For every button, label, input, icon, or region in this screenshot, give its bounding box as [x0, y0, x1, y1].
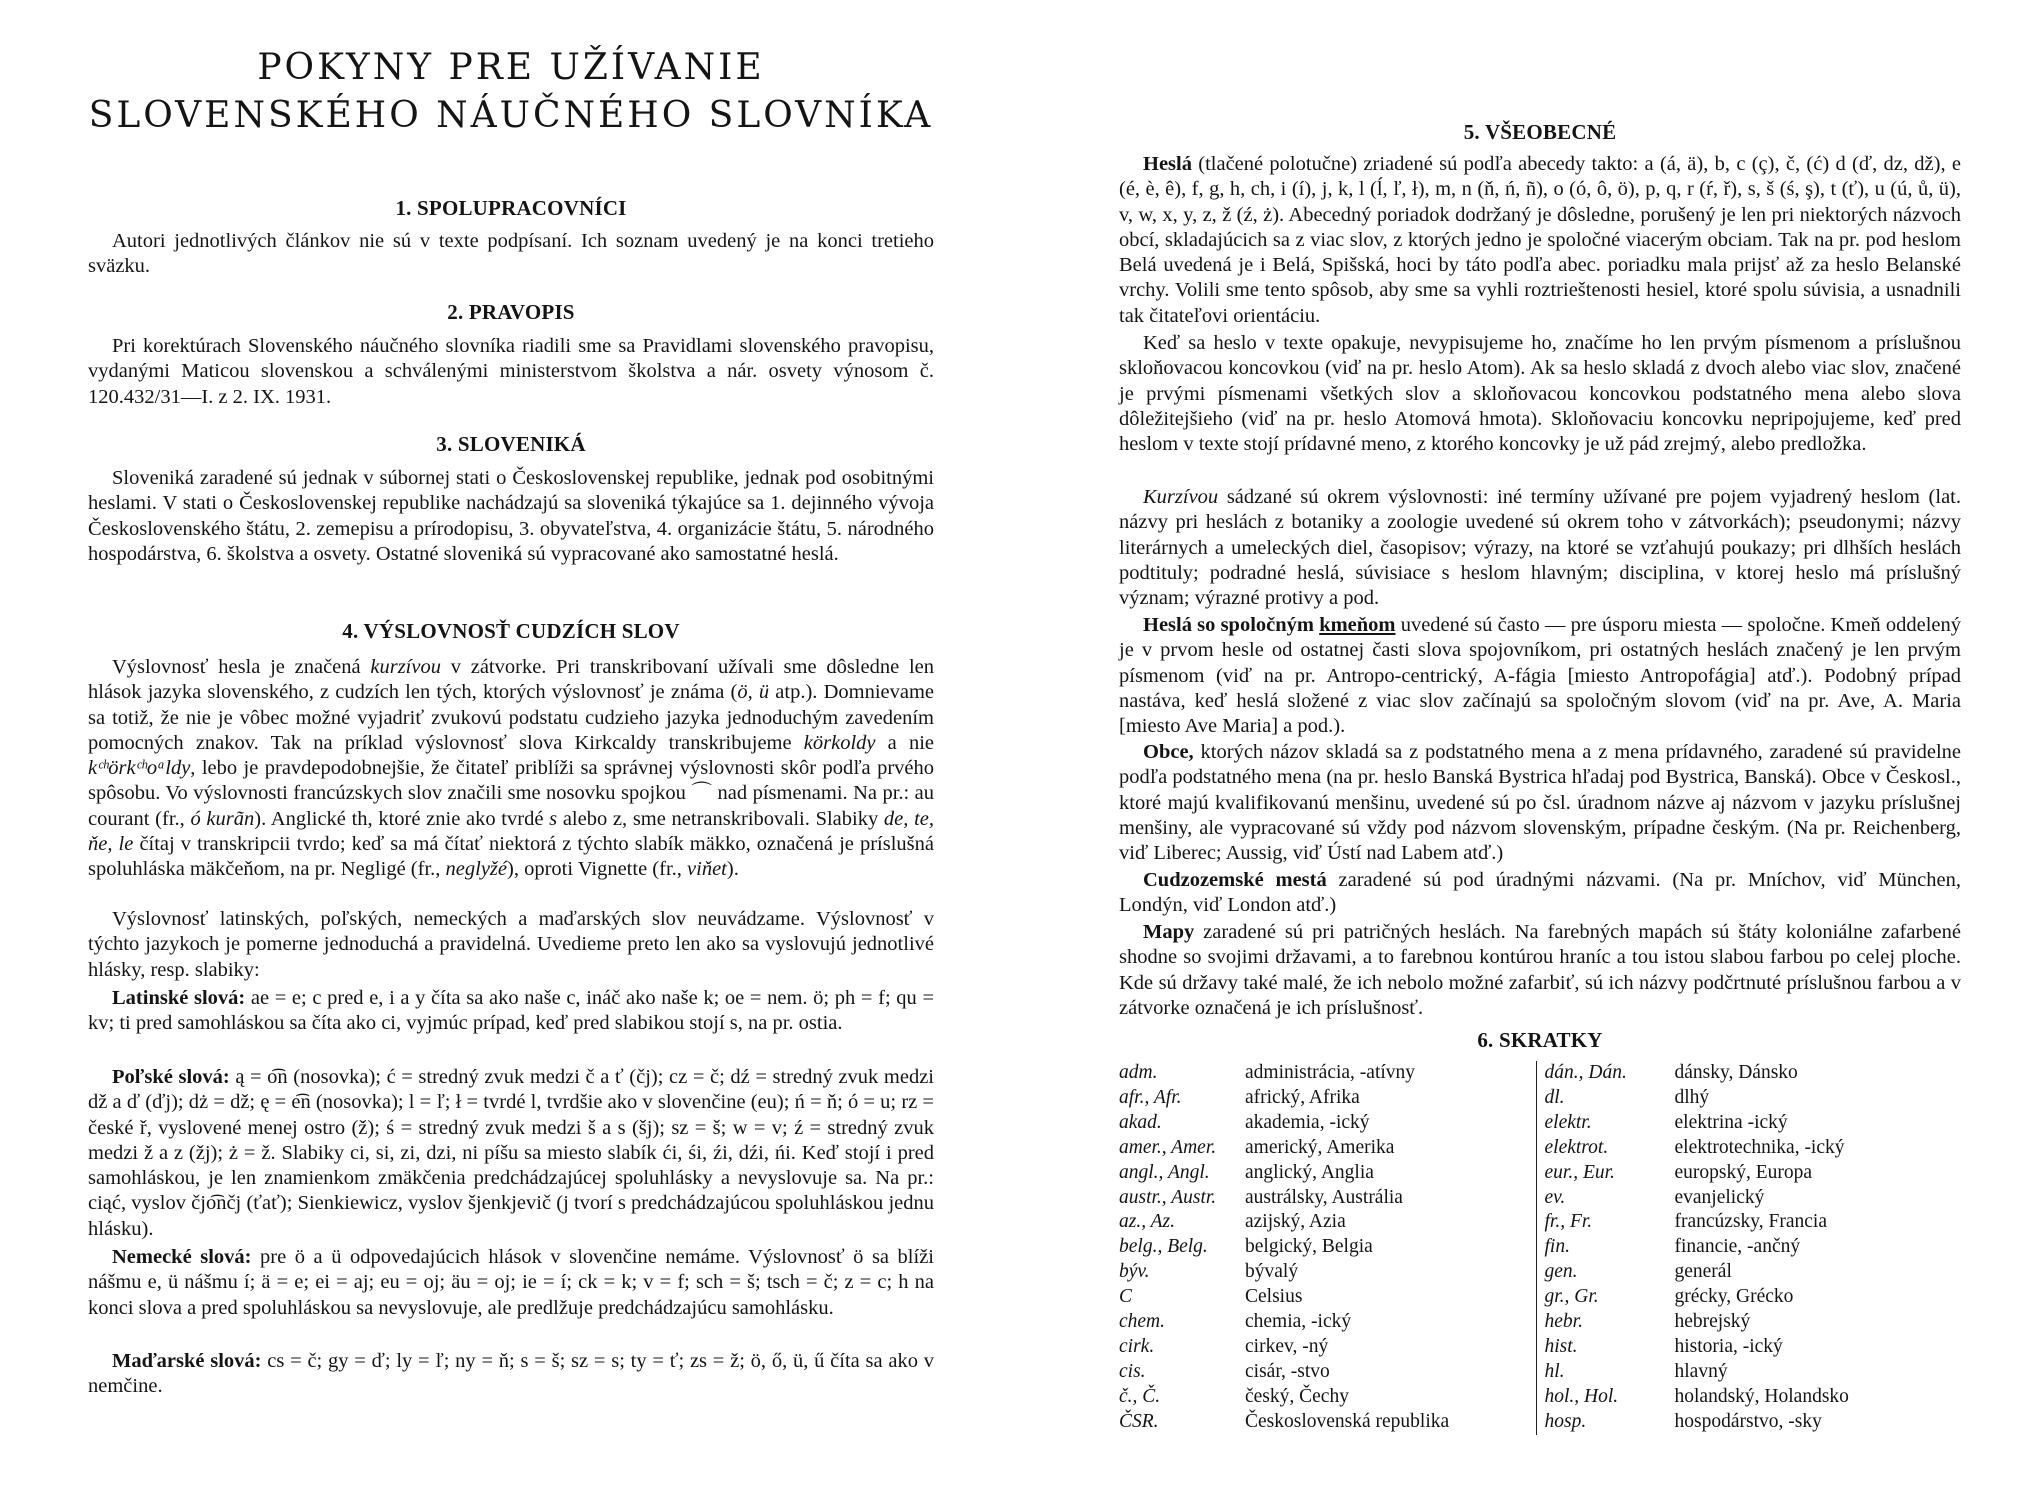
abbreviation-meaning: evanjelický [1674, 1186, 1765, 1208]
abbreviations-column-right [1536, 1061, 1962, 1435]
abbreviation-row [1545, 1360, 1962, 1385]
abbreviation-meaning: grécky, Grécko [1674, 1286, 1794, 1308]
paragraph-vyslovnost-languages: Výslovnosť latinských, poľských, nemeckých a maďarských slov neuvádzame. Výslovnosť v týchto jazykoch je pomerne jednoduchá a pravidelná. Uvedieme preto len ako sa vyslovujú jednotlivé hlásky, resp. slabiky: [88, 908, 934, 981]
abbreviation-meaning: francúzsky, Francia [1674, 1211, 1827, 1233]
abbreviation-meaning: elektrotechnika, -ický [1674, 1136, 1845, 1158]
text: alebo z, sme netranskribovali. Slabiky [557, 807, 884, 830]
abbreviation: gen. [1544, 1261, 1578, 1283]
abbreviation-meaning: belgický, Belgia [1245, 1236, 1373, 1258]
abbreviation-row [1545, 1210, 1962, 1235]
abbreviation: hosp. [1544, 1410, 1587, 1432]
abbreviation-meaning: Československá republika [1245, 1410, 1450, 1432]
bold-label: kmeňom [1319, 614, 1396, 636]
bold-label: Heslá so spoločným [1143, 614, 1320, 636]
bold-label: Latinské slová: [112, 987, 246, 1009]
abbreviation: gr., Gr. [1544, 1286, 1599, 1308]
abbreviation-meaning: europský, Europa [1674, 1161, 1813, 1183]
text: cs = č; gy = ď; ly = ľ; ny = ň; s = š; sz = s; ty = ť; zs = ž; ö, ő, ü, ű číta sa ako v nemčine. [88, 1350, 934, 1398]
abbreviation-row [1545, 1086, 1962, 1111]
abbreviation-row [1545, 1235, 1962, 1260]
abbreviation-meaning: Celsius [1245, 1286, 1303, 1308]
abbreviation: akad. [1119, 1111, 1162, 1133]
paragraph-pravopis: Pri korektúrach Slovenského náučného slovníka riadili sme sa Pravidlami slovenského pravopisu, vydanými Maticou slovenskou a schválenými ministerstvom školstva a nár. osvety výnosom č. 120.432/31—I. z 2. IX. 1931. [88, 335, 934, 408]
abbreviation: elektrot. [1544, 1136, 1609, 1158]
abbreviation: C [1119, 1286, 1133, 1308]
abbreviation-row [1545, 1335, 1962, 1360]
abbreviation-row [1545, 1385, 1962, 1410]
title-line-2: SLOVENSKÉHO NÁUČNÉHO SLOVNÍKA [88, 95, 934, 136]
abbreviation-row [1119, 1310, 1536, 1335]
abbreviation: č., Č. [1119, 1385, 1161, 1407]
abbreviation-meaning: historia, -ický [1674, 1335, 1783, 1357]
text: atp.). Domnievame sa totiž, že nie je vôbec možné vyjadriť zvukovú podstatu cudzieho jazyka jednoduchým zavedením pomocných znakov. Tak na príklad výslovnosť slova Kirkcaldy transkribujeme [88, 681, 935, 754]
section-heading-spolupracovnici: 1. SPOLUPRACOVNÍCI [395, 196, 627, 220]
paragraph-spolocny-kmen [1119, 613, 1961, 739]
italic-text: ö, ü [737, 681, 770, 704]
document-title [88, 44, 934, 140]
abbreviation: hebr. [1544, 1311, 1583, 1333]
abbreviation: chem. [1119, 1311, 1166, 1333]
abbreviation-row [1545, 1186, 1962, 1211]
abbreviation-meaning: český, Čechy [1245, 1385, 1349, 1407]
paragraph-opakovanie-hesla: Keď sa heslo v texte opakuje, nevypisujeme ho, značíme ho len prvým písmenom a príslušnou skloňovacou koncovkou (viď na pr. heslo Atom). Ak sa heslo skladá z dvoch alebo viac slov, značené je prvými písmenami všetkých slov a skloňovacou koncovkou podstatného mena alebo slova dôležitejšieho (viď na pr. heslo Atomová hmota). Skloňovaciu koncovku nepripojujeme, keď pred heslom v texte stojí prídavné meno, z ktorého koncovky je už pád zrejmý, alebo predložka. [1119, 332, 1961, 456]
text: ae = e; c pred e, i a y číta sa ako naše c, ináč ako naše k; oe = nem. ö; ph = f; qu = kv; ti pred samohláskou sa číta ako ci, vyjmúc prípad, keď pred slabikou stojí s, na pr. ostia. [88, 987, 935, 1035]
paragraph-polish [88, 1065, 934, 1242]
title-line-1: POKYNY PRE UŽÍVANIE [257, 47, 765, 88]
section-heading-vseobecne: 5. VŠEOBECNÉ [1463, 120, 1617, 144]
abbreviation-meaning: generál [1674, 1261, 1732, 1283]
abbreviation-meaning: administrácia, -atívny [1245, 1062, 1416, 1083]
text: pre ö a ü odpovedajúcich hlások v slovenčine nemáme. Výslovnosť ö sa blíži nášmu e, ü nášmu í; ä = e; ei = aj; eu = oj; äu = oj; ie = í; ck = k; v = f; sch = š; tsch = č; z = c; h na konci slova a pred spoluhláskou sa nevyslovuje, ale predlžuje predchádzajúcu samohlásku. [88, 1246, 934, 1319]
abbreviation-meaning: cisár, -stvo [1245, 1360, 1330, 1382]
text: ), oproti Vignette (fr., [507, 858, 688, 881]
text: čítaj v transkripcii tvrdo; keď sa má čítať niektorá z týchto slabík mäkko, označená je príslušná spoluhláska mäkčeňom, na pr. Negligé (fr., [88, 833, 934, 881]
abbreviation: hol., Hol. [1544, 1385, 1619, 1407]
section-heading-skratky: 6. SKRATKY [1477, 1028, 1603, 1052]
text: ). [726, 858, 739, 881]
text: v zátvorke. Pri transkribovaní užívali sme dôsledne len hlások jazyka slovenského, z cudzích len tých, ktorých výslovnosť je známa ( [88, 656, 934, 704]
italic-text: viňet [687, 858, 727, 881]
italic-text: neglyžé [445, 858, 508, 881]
text: zaradené sú pri patričných heslách. Na farebných mapách sú štáty koloniálne zafarbené shodne so svojimi državami, a to farebnou kontúrou hraníc a tou istou slabou farbou po celej ploche. Kde sú državy také malé, že ich nebolo možné zafarbiť, sú ich názvy podčrtnuté príslušnou farbou a v zátvorke označená je ich príslušnosť. [1119, 921, 1961, 1019]
abbreviation-row [1545, 1310, 1962, 1335]
abbreviation: afr., Afr. [1119, 1086, 1182, 1108]
abbreviation-meaning: anglický, Anglia [1245, 1161, 1374, 1183]
abbreviation-meaning: hlavný [1674, 1360, 1728, 1382]
abbreviation-meaning: elektrina -ický [1674, 1111, 1788, 1133]
text: Výslovnosť hesla je značená [112, 656, 371, 678]
abbreviation-row [1119, 1335, 1536, 1360]
abbreviation: fr., Fr. [1544, 1211, 1593, 1233]
abbreviation: elektr. [1544, 1111, 1592, 1133]
paragraph-hesla-abeceda [1119, 152, 1961, 329]
text: a nie [875, 731, 934, 754]
abbreviation-row [1119, 1136, 1536, 1161]
abbreviation: cirk. [1119, 1335, 1155, 1357]
paragraph-obce [1119, 740, 1961, 866]
abbreviation: dl. [1544, 1086, 1565, 1108]
abbreviation: eur., Eur. [1544, 1161, 1615, 1183]
abbreviation: hl. [1544, 1360, 1565, 1382]
abbreviation-row [1119, 1385, 1536, 1410]
abbreviation: amer., Amer. [1119, 1136, 1217, 1158]
abbreviation-meaning: africký, Afrika [1245, 1086, 1360, 1108]
italic-label: Kurzívou [1143, 486, 1219, 508]
abbreviation-row [1119, 1410, 1536, 1435]
abbreviation-row [1545, 1061, 1962, 1086]
abbreviation-meaning: financie, -ančný [1674, 1236, 1801, 1258]
abbreviation: belg., Belg. [1119, 1236, 1208, 1258]
text: ). Anglické th, ktoré znie ako tvrdé [254, 807, 550, 830]
paragraph-mapy [1119, 920, 1961, 1021]
abbreviation-meaning: azijský, Azia [1245, 1211, 1346, 1233]
abbreviation-row [1119, 1235, 1536, 1260]
bold-label: Nemecké slová: [112, 1246, 252, 1268]
abbreviation: hist. [1544, 1335, 1578, 1357]
paragraph-kurziva [1119, 485, 1961, 611]
paragraph-hungarian [88, 1349, 934, 1400]
paragraph-vyslovnost-intro [88, 655, 934, 883]
abbreviation-row [1545, 1136, 1962, 1161]
abbreviation-meaning: holandský, Holandsko [1674, 1385, 1849, 1407]
bold-label: Poľské slová: [112, 1066, 230, 1088]
abbreviation-row [1545, 1260, 1962, 1285]
abbreviation: austr., Austr. [1119, 1186, 1217, 1208]
text: (tlačené polotučne) zriadené sú podľa abecedy takto: a (á, ä), b, c (ç), č, (ć) d (ď, dz, dž), e (é, è, ê), f, g, h, ch, i (í), j, k, l (ĺ, ľ, ł), m, n (ň, ń, ñ), o (ó, ô, ö), p, q, r (ŕ, ř), s, š (ś, ş), t (ť), u (ú, ů, ü), v, w, x, y, z, ž (ź, ż). Abecedný poriadok dodržaný je dôsledne, porušený je len pri niektorých názvoch obcí, skladajúcich sa z viac slov, z ktorých jedno je spoločné viacerým obciam. Tak na pr. pod heslom Belá uvedená je i Belá, Spišská, hoci by táto podľa abec. poriadku mala prijsť až za heslo Belanské vrchy. Volili sme tento spôsob, aby sme sa vyhli roztrieštenosti hesiel, ktoré spolu súvisia, a usnadnili tak čitateľovi orientáciu. [1119, 153, 1961, 327]
abbreviations-column-left [1119, 1061, 1536, 1435]
paragraph-german [88, 1245, 934, 1321]
bold-label: Heslá [1143, 153, 1192, 175]
paragraph-latin [88, 986, 934, 1037]
abbreviation-meaning: chemia, -ický [1245, 1311, 1352, 1333]
section-heading-vyslovnost: 4. VÝSLOVNOSŤ CUDZÍCH SLOV [342, 619, 680, 643]
italic-text: kᶜʰörkᶜʰoᵃldy [88, 757, 191, 780]
abbreviation: adm. [1119, 1062, 1158, 1083]
abbreviation-row [1119, 1111, 1536, 1136]
abbreviation-row [1545, 1111, 1962, 1136]
text: ktorých názov skladá sa z podstatného mena a z mena prídavného, zaradené sú pravidelne podľa podstatného mena (na pr. heslo Banská Bystrica hľadaj pod Bystrica, Banská). Obce v Českosl., ktoré majú kvalifikovanú menšinu, uvedené sú po čsl. úradnom názve aj názvom v jazyku príslušnej menšiny, ale vypracované sú vždy pod názvom slovenským, prípadne českým. (Na pr. Reichenberg, viď Liberec; Aussig, viď Ústí nad Labem atď.) [1119, 741, 1961, 865]
abbreviation-row [1119, 1161, 1536, 1186]
abbreviation-row [1545, 1285, 1962, 1310]
abbreviation-meaning: dánsky, Dánsko [1674, 1062, 1798, 1083]
bold-label: Cudzozemské mestá [1143, 869, 1327, 891]
abbreviation-row [1119, 1285, 1536, 1310]
section-heading-slovenika: 3. SLOVENIKÁ [436, 432, 586, 456]
abbreviation-row [1119, 1061, 1536, 1086]
italic-text: körkoldy [803, 731, 876, 754]
abbreviation-meaning: cirkev, -ný [1245, 1335, 1329, 1357]
abbreviation-meaning: hebrejský [1674, 1311, 1751, 1333]
text: zaradené sú pod úradnými názvami. (Na pr. Mníchov, viď München, Londýn, viď London atď.) [1119, 869, 1961, 917]
abbreviation-meaning: americký, Amerika [1245, 1136, 1395, 1158]
abbreviation-meaning: akademia, -ický [1245, 1111, 1370, 1133]
bold-label: Mapy [1143, 921, 1195, 943]
abbreviation: fin. [1544, 1236, 1570, 1258]
abbreviation-meaning: dlhý [1674, 1086, 1710, 1108]
abbreviation-row [1119, 1086, 1536, 1111]
abbreviation: angl., Angl. [1119, 1161, 1210, 1183]
abbreviations-table [1119, 1061, 1961, 1435]
text: uvedené sú často — pre úsporu miesta — spoločne. Kmeň oddelený je v prvom hesle od ostatnej časti slova spojovníkom, pri ostatných heslách značený je len prvým písmenom (viď na pr. Antropo-centrický, A-fágia [miesto Antropofágia] atď.). Podobný prípad nastáva, keď heslá složené z viac slov začínajú sa spoločným slovom (viď na pr. Ave, A. Maria [miesto Ave Maria] a pod.). [1119, 614, 1961, 738]
text: , lebo je pravdepodobnejšie, že čitateľ priblíži sa správnej výslovnosti skôr podľa prvého spôsobu. Vo výslovnosti francúzskych slov značili sme nosovku spojkou ⌒ nad písmenami. Na pr.: au courant (fr., [88, 757, 934, 830]
abbreviation-row [1119, 1360, 1536, 1385]
italic-text: s [549, 807, 558, 830]
paragraph-slovenika: Sloveniká zaradené sú jednak v súbornej stati o Československej republike, jednak pod osobitnými heslami. V stati o Československej republike nachádzajú sa sloveniká týkajúce sa 1. dejinného vývoja Československého štátu, 2. zemepisu a prírodopisu, 3. obyvateľstva, 4. organizácie štátu, 5. národného hospodárstva, 6. školstva a osvety. Ostatné sloveniká sú vypracované ako samostatné heslá. [88, 467, 934, 565]
paragraph-cudzozemske-mesta [1119, 868, 1961, 919]
italic-text: ó kurãn [190, 807, 255, 830]
paragraph-spolupracovnici: Autori jednotlivých článkov nie sú v texte podpísaní. Ich soznam uvedený je na konci tretieho sväzku. [88, 230, 934, 278]
abbreviation: dán., Dán. [1544, 1062, 1627, 1083]
abbreviation-meaning: bývalý [1245, 1261, 1299, 1283]
abbreviation-row [1545, 1161, 1962, 1186]
abbreviation: az., Az. [1119, 1211, 1175, 1233]
italic-text: kurzívou [370, 656, 441, 678]
abbreviation: ČSR. [1119, 1410, 1159, 1432]
abbreviation-meaning: austrálsky, Austrália [1245, 1186, 1403, 1208]
bold-label: Maďarské slová: [112, 1350, 262, 1372]
abbreviation-row [1119, 1210, 1536, 1235]
text: sádzané sú okrem výslovnosti: iné termíny užívané pre pojem vyjadrený heslom (lat. názvy pri heslách z botaniky a zoologie uvedené sú okrem toho v zátvorkách); pseudonymi; názvy literárnych a umeleckých diel, časopisov; výrazy, na ktoré se vzťahujú poukazy; pri dlhších heslách podtituly; podradné heslá, súvisiace s heslom hlavným; disciplina, v ktorej heslo má príslušný význam; výrazné protivy a pod. [1119, 486, 1961, 610]
text: ą = o͡n (nosovka); ć = stredný zvuk medzi č a ť (čj); cz = č; dź = stredný zvuk medzi dž a ď (ďj); dż = dž; ę = e͡n (nosovka); l = ľ; ł = tvrdé l, tvrdšie ako v slovenčine (eu); ń = ň; ó = u; rz = české ř, vyslovené menej ostro (ž); ś = stredný zvuk medzi š a s (šj); sz = š; w = v; ź = stredný zvuk medzi ž a z (žj); ż = ž. Slabiky ci, si, zi, dzi, ni píšu sa miesto slabík ći, śi, źi, dźi, ńi. Keď stojí i pred samohláskou, je len znamienkom zmäkčenia predchádzajúcej spoluhlásky a nevyslovuje sa. Na pr.: ciąć, vyslov čjo͡nčj (ťať); Sienkiewicz, vyslov šjenkjevič (j tvorí s predchádzajúcou spoluhláskou jednu hlásku). [88, 1066, 934, 1240]
abbreviation-row [1119, 1260, 1536, 1285]
bold-label: Obce, [1143, 741, 1194, 763]
abbreviation-row [1119, 1186, 1536, 1211]
abbreviation: cis. [1119, 1360, 1146, 1382]
abbreviation: býv. [1119, 1261, 1150, 1283]
italic-text: de, te, ňe, le [88, 807, 934, 856]
abbreviation-meaning: hospodárstvo, -sky [1674, 1410, 1822, 1432]
abbreviation: ev. [1544, 1186, 1566, 1208]
abbreviation-row [1545, 1410, 1962, 1435]
section-heading-pravopis: 2. PRAVOPIS [447, 300, 575, 324]
